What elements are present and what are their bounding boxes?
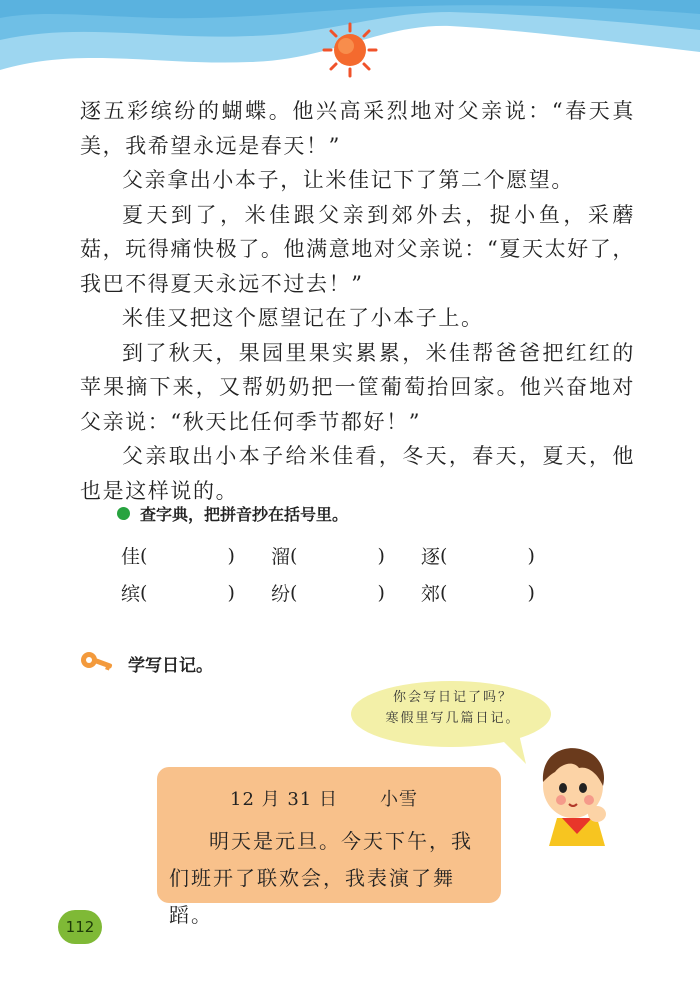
story-paragraph: 逐五彩缤纷的蝴蝶。他兴高采烈地对父亲说：“春天真美，我希望永远是春天！” [80, 99, 635, 158]
diary-weather: 小雪 [379, 789, 418, 810]
close-paren: ) [377, 581, 385, 604]
close-paren: ) [527, 544, 535, 567]
pinyin-row [121, 537, 571, 574]
open-paren: ( [290, 581, 298, 604]
pinyin-char: 逐 [421, 546, 441, 568]
open-paren: ( [140, 581, 148, 604]
story-paragraph: 父亲取出小本子给米佳看，冬天，春天，夏天，他也是这样说的。 [80, 444, 635, 503]
pinyin-exercise [121, 537, 571, 611]
diary-sample [157, 767, 501, 927]
pinyin-char: 溜 [271, 546, 291, 568]
writing-task-title: 学写日记。 [128, 655, 213, 676]
story-paragraph: 夏天到了，米佳跟父亲到郊外去，捉小鱼，采蘑菇，玩得痛快极了。他满意地对父亲说：“夏天太好了，我巴不得夏天永远不过去！” [80, 202, 635, 296]
pinyin-char: 佳 [121, 546, 141, 568]
exercise-instruction-text: 查字典，把拼音抄在括号里。 [140, 505, 349, 524]
close-paren: ) [227, 544, 235, 567]
diary-date: 12 月 31 日 [230, 789, 338, 810]
open-paren: ( [290, 544, 298, 567]
pinyin-item [421, 542, 571, 569]
close-paren: ) [377, 544, 385, 567]
pinyin-item [271, 542, 421, 569]
pinyin-char: 缤 [121, 583, 141, 605]
page-number: 112 [58, 910, 102, 944]
open-paren: ( [440, 544, 448, 567]
diary-body [169, 823, 493, 934]
bubble-line: 寒假里写几篇日记。 [385, 711, 521, 726]
diary-header [230, 785, 418, 811]
sun-icon [322, 22, 378, 78]
key-icon [78, 648, 118, 678]
story-paragraph: 到了秋天，果园里果实累累，米佳帮爸爸把红红的苹果摘下来，又帮奶奶把一筐葡萄抬回家。他兴奋地对父亲说：“秋天比任何季节都好！” [80, 340, 635, 434]
close-paren: ) [527, 581, 535, 604]
boy-illustration [527, 738, 617, 848]
pinyin-char: 纷 [271, 583, 291, 605]
writing-task [78, 648, 213, 678]
open-paren: ( [440, 581, 448, 604]
story-paragraph: 父亲拿出小本子，让米佳记下了第二个愿望。 [122, 168, 574, 192]
pinyin-item [121, 542, 271, 569]
bubble-text [362, 687, 544, 729]
bubble-line: 你会写日记了吗？ [392, 690, 513, 705]
open-paren: ( [140, 544, 148, 567]
diary-text: 明天是元旦。今天下午，我们班开了联欢会，我表演了舞蹈。 [169, 829, 473, 927]
close-paren: ) [227, 581, 235, 604]
story-paragraph: 米佳又把这个愿望记在了小本子上。 [122, 306, 484, 330]
story-text [80, 94, 635, 508]
exercise-instruction [117, 502, 348, 525]
green-bullet-icon [117, 507, 130, 520]
pinyin-row [121, 574, 571, 611]
pinyin-item [421, 579, 571, 606]
pinyin-char: 郊 [421, 583, 441, 605]
pinyin-item [121, 579, 271, 606]
pinyin-item [271, 579, 421, 606]
